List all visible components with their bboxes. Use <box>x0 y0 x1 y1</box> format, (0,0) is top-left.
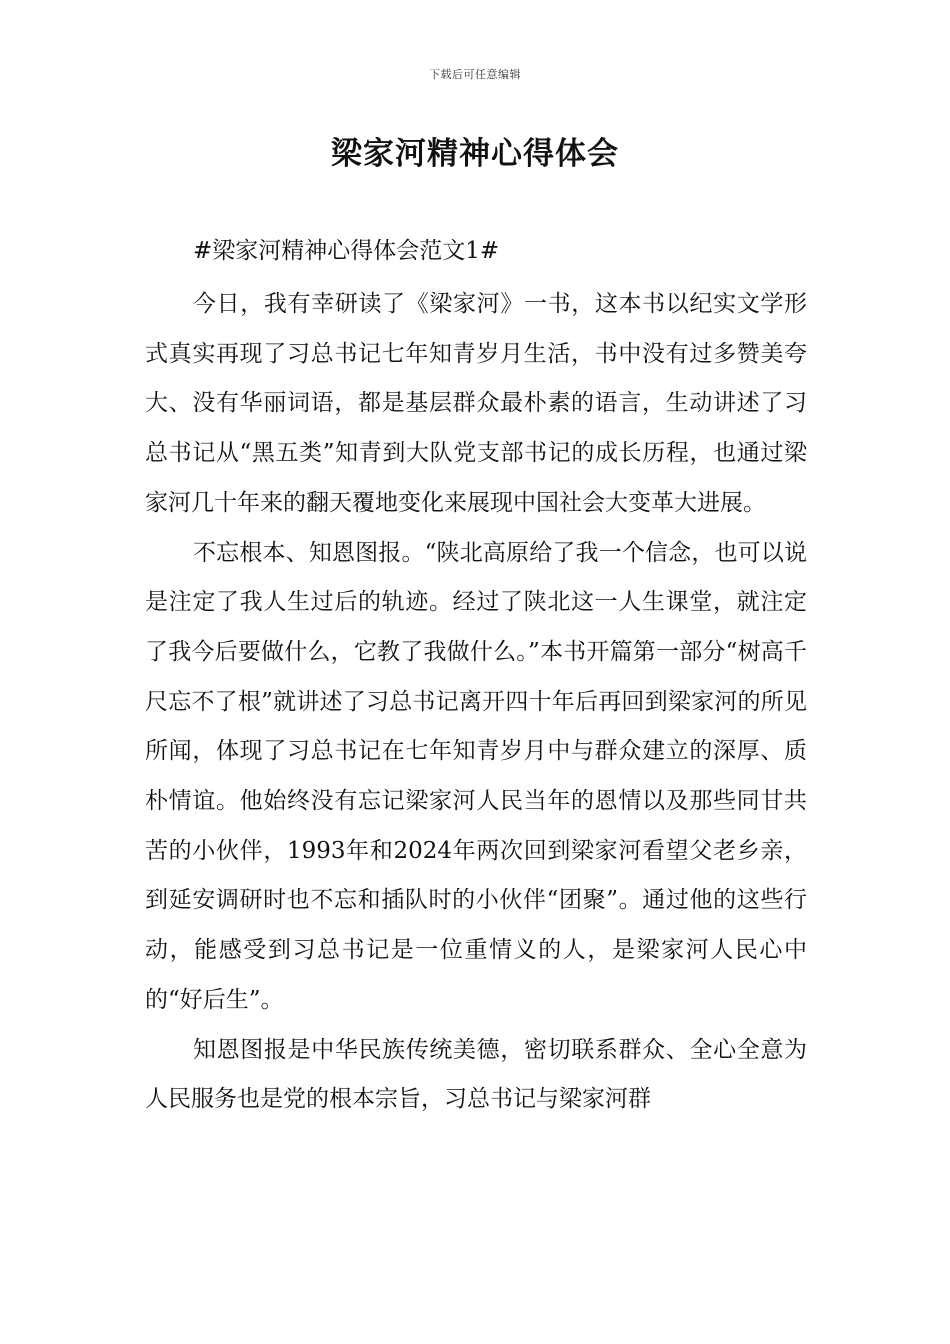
header-note: 下载后可任意编辑 <box>429 68 521 81</box>
paragraph-2: 不忘根本、知恩图报。“陕北高原给了我一个信念，也可以说是注定了我人生过后的轨迹。经过了陕北这一人生课堂，就注定了我今后要做什么，它教了我做什么。”本书开篇第一部分“树高千尺忘不了根”就讲述了习总书记离开四十年后再回到梁家河的所见所闻，体现了习总书记在七年知青岁月中与群众建立的深厚、质朴情谊。他始终没有忘记梁家河人民当年的恩情以及那些同甘共苦的小伙伴，1993年和2024年两次回到梁家河看望父老乡亲，到延安调研时也不忘和插队时的小伙伴“团聚”。通过他的这些行动，能感受到习总书记是一位重情义的人，是梁家河人民心中的“好后生”。 <box>145 539 807 1013</box>
paragraph-1: 今日，我有幸研读了《梁家河》一书，这本书以纪实文学形式真实再现了习总书记七年知青岁月生活，书中没有过多赞美夸大、没有华丽词语，都是基层群众最朴素的语言，生动讲述了习总书记从“黑五类”知青到大队党支部书记的成长历程，也通过梁家河几十年来的翻天覆地变化来展现中国社会大变革大进展。 <box>145 291 807 516</box>
document-body <box>145 228 807 1125</box>
document-title: 梁家河精神心得体会 <box>331 136 619 172</box>
section-heading: #梁家河精神心得体会范文1# <box>193 238 500 264</box>
paragraph-3: 知恩图报是中华民族传统美德，密切联系群众、全心全意为人民服务也是党的根本宗旨，习总书记与梁家河群 <box>145 1036 807 1113</box>
